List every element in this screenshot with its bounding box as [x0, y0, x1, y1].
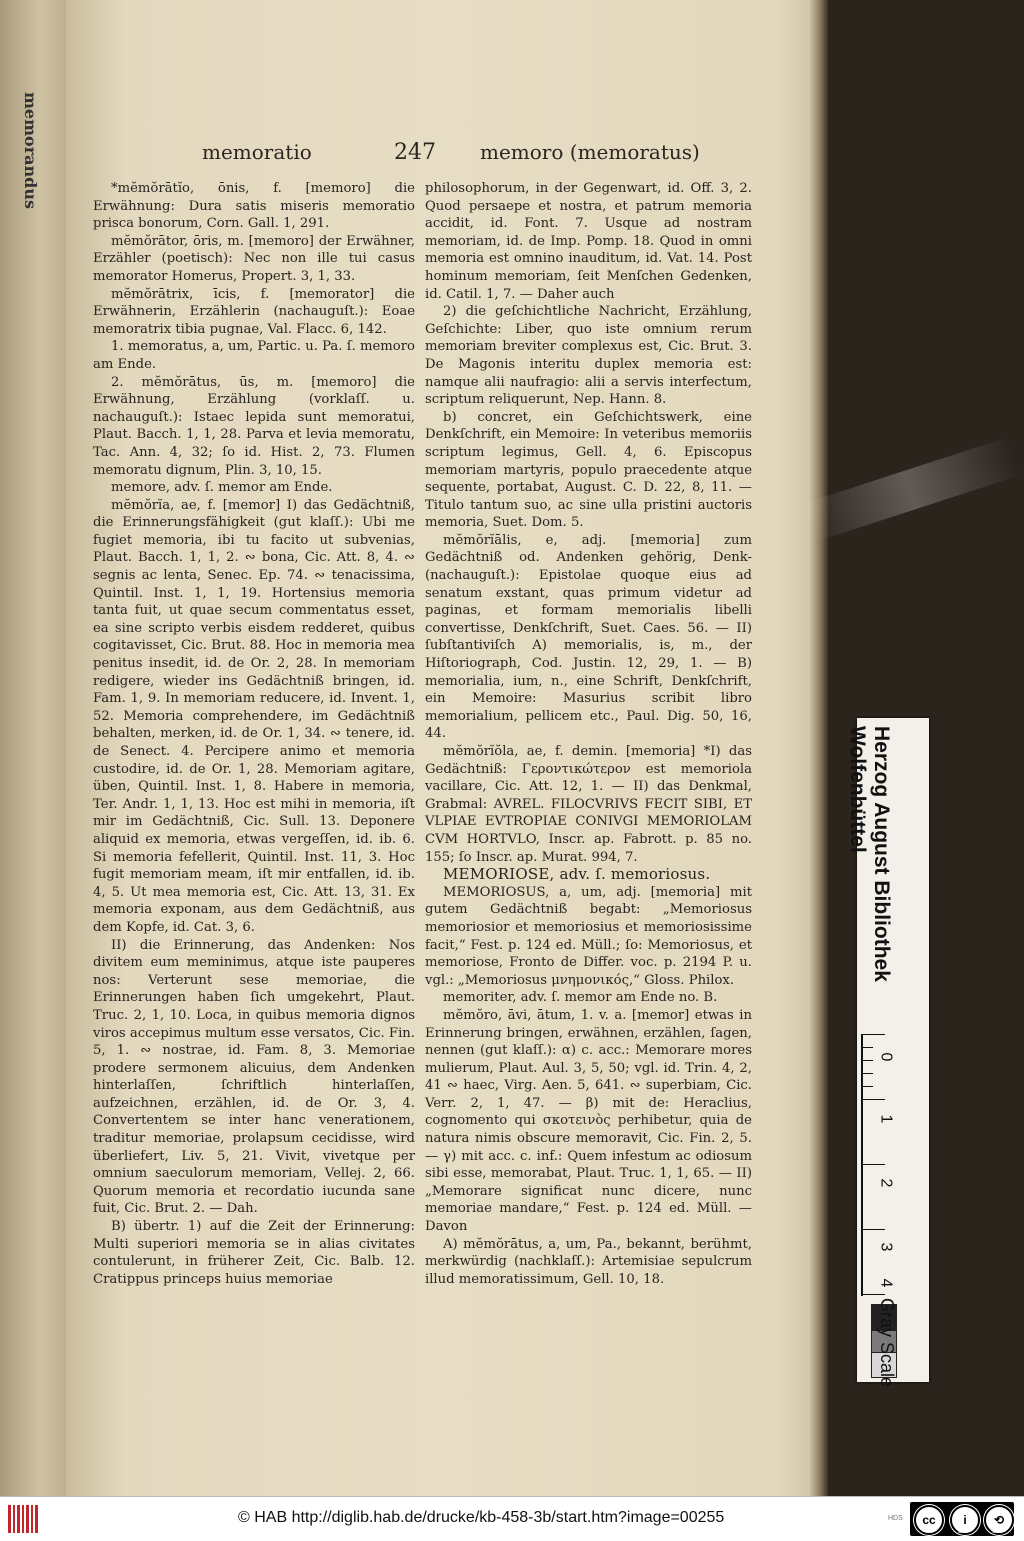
cc-license-badge[interactable] — [910, 1502, 1014, 1536]
ruler-tick — [863, 1164, 885, 1165]
ruler-tick — [863, 1229, 885, 1230]
footer-tag: HDS — [888, 1515, 903, 1522]
previous-page-title: memorandus — [21, 92, 40, 209]
dictionary-entry: mĕmŏro, āvi, ātum, 1. v. a. [memor] etwas in Erinnerung bringen, erwähnen, erzählen, ſagen, nennen (gut klaſſ.): α) c. acc.: Memorare mores mulierum, Plaut. Aul. 3, 5, 50; vgl. id. Trin. 4, 2, 41 ∾ haec, Virg. Aen. 5, 641. ∾ superbiam, Cic. Verr. 2, 1, 47. — β) mit de: Heraclius, cognomento qui σκοτεινὸς perhibetur, quia de natura nimis obscure memoravit, Cic. Fin. 2, 5. — γ) mit acc. c. inf.: Quem infestum ac odiosum sibi esse, memorabat, Plaut. Truc. 1, 1, 65. — II) „Memorare significat nunc dicere, nunc memoriae mandare,“ Fest. p. 124 ed. Müll. — Davon — [425, 1007, 752, 1235]
dictionary-entry: B) übertr. 1) auf die Zeit der Erinnerung: Multi superiori memoria se in alias civitates contulerunt, in früherer Zeit, Cic. Balb. 12. Cratippus princeps huius memoriae — [93, 1219, 415, 1287]
dictionary-entry: A) mĕmŏrātus, a, um, Pa., bekannt, berühmt, merkwürdig (nachklaſſ.): Artemisiae sepulcrum illud memoratissimum, Gell. 10, 18. — [425, 1236, 752, 1287]
share-alike-icon: ⟲ — [984, 1505, 1014, 1535]
ruler — [861, 1034, 895, 1296]
ruler-number: 2 — [877, 1178, 895, 1188]
dictionary-entry: b) concret, ein Geſchichtswerk, eine Denkſchrift, ein Memoire: In veteribus memoriis scriptum legimus, Gell. 4, 6. Episcopus memoriam martyris, populo praecedente atque sequente, portabat, August. C. D. 22, 8, 11. — Titulo tantum suo, ac sine ulla pristini auctoris memoria, Suet. Dom. 5. — [425, 409, 752, 531]
dictionary-entry: 1. memoratus, a, um, Partic. u. Pa. ſ. memoro am Ende. — [93, 339, 415, 372]
ruler-tick-minor — [863, 1073, 873, 1074]
ruler-number: 4 — [877, 1278, 895, 1288]
dictionary-entry: mĕmŏrĭŏla, ae, f. demin. [memoria] *I) das Gedächtniß: Γεροντικώτερον est memoriola vacillare, Cic. Att. 12, 1. — II) das Denkmal, Grabmal: AVREL. FILOCVRIVS FECIT SIBI, ET VLPIAE EVTROPIAE CONIVGI MEMORIOLAM CVM HORTVLO, Inscr. ap. Fabrott. p. 85 no. 155; ſo Inscr. ap. Murat. 994, 7. — [425, 744, 752, 865]
dictionary-entry: mĕmŏrĭa, ae, f. [memor] I) das Gedächtniß, die Erinnerungsfähigkeit (gut klaſſ.): Ubi me fugiet memoria, ibi tu facito ut subvenias, Plaut. Bacch. 1, 1, 2. ∾ bona, Cic. Att. 8, 4. ∾ segnis ac lenta, Senec. Ep. 74. ∾ tenacissima, Quintil. Inst. 1, 1, 19. Hortensius memoria tanta fuit, ut quae secum commentatus esset, ea sine scripto verbis eisdem redderet, quibus cogitavisset, Cic. Brut. 88. Hoc in memoria mea penitus insedit, id. de Or. 2, 28. In memoriam redigere, wieder ins Gedächtniß bringen, id. Fam. 1, 9. In memoriam reducere, id. Invent. 1, 52. Memoria comprehendere, im Gedächtniß behalten, merken, id. de Or. 1, 34. ∾ tenere, id. de Senect. 4. Percipere animo et memoria custodire, id. de Or. 1, 28. Memoriam agitare, üben, Quintil. Inst. 1, 8. Habere in memoria, Ter. Andr. 1, 1, 13. Hoc est mihi in memoria, iſt mir im Gedächtniß, Cic. Sull. 13. Deponere aliquid ex memoria, etwas vergeſſen, id. ib. 6. Si memoria fefellerit, Quintil. Inst. 11, 3. Hoc fugit memoriam meam, iſt mir entfallen, id. ib. 4, 5. Ut mea memoria est, Cic. Att. 13, 31. Ex memoria exponam, aus dem Gedächtniß, aus dem Kopfe, id. Cat. 3, 6. — [93, 497, 415, 935]
ruler-tick-minor — [863, 1060, 873, 1061]
page-number: 247 — [394, 140, 436, 165]
dictionary-entry: 2. mĕmŏrātus, ūs, m. [memoro] die Erwähnung, Erzählung (vorklaſſ. u. nachauguſt.): Istaec lepida sunt memoratui, Plaut. Bacch. 1, 1, 28. Parva et levia memoratu, Tac. Ann. 4, 32; ſo id. Hist. 2, 73. Flumen memoratu dignum, Plin. 3, 10, 15. — [93, 374, 415, 478]
dictionary-entry: 2) die geſchichtliche Nachricht, Erzählung, Geſchichte: Liber, quo iste omnium rerum memoriam breviter complexus est, Cic. Brut. 3. De Magonis interitu duplex memoria est: namque alii naufragio: alii a servis interfectum, scriptum reliquerunt, Nep. Hann. 8. — [425, 304, 752, 408]
dictionary-entry: philosophorum, in der Gegenwart, id. Off. 3, 2. Quod persaepe et nostra, et patrum memoria accidit, id. Font. 7. Usque ad nostram memoriam, id. de Imp. Pomp. 18. Quod in omni memoria est omnino inauditum, id. Vat. 14. Post hominum memoriam, ſeit Menſchen Gedenken, id. Catil. 1, 7. — Daher auch — [425, 181, 752, 302]
dictionary-entry: memore, adv. ſ. memor am Ende. — [111, 480, 333, 496]
right-text-column — [425, 180, 752, 1288]
dictionary-entry: II) die Erinnerung, das Andenken: Nos divitem eum meminimus, atque iste pauperes nos: Verterunt sese memoriae, die Erinnerungen haben ſich umgekehrt, Plaut. Truc. 2, 1, 10. Loca, in quibus memoria dignos viros accepimus multum esse versatos, Cic. Fin. 5, 1. ∾ nostrae, id. Fam. 8, 3. Memoriae prodere sermonem alicuius, dem Andenken hinterlaſſen, ſchriftlich hinterlaſſen, aufzeichnen, erzählen, id. de Or. 3, 4. Convertentem se inter hanc venerationem, traditur memoriae, prolapsum cecidisse, wird überliefert, Liv. 5, 21. Vivit, vivetque per omnium saeculorum memoriam, Vellej. 2, 66. Quorum memoria et recordatio iucunda sane fuit, Cic. Brut. 2. — Dah. — [93, 937, 415, 1217]
ruler-number: 1 — [877, 1114, 895, 1124]
ruler-tick — [863, 1034, 885, 1035]
glass-glare — [799, 437, 1021, 543]
calibration-strip: Herzog August Bibliothek Wolfenbüttel 0 1 2 3 4 Gray Scale — [857, 718, 929, 1382]
dictionary-entry: *mĕmŏrātĭo, ōnis, f. [memoro] die Erwähnung: Dura satis miseris memoratio prisca bonorum, Corn. Gall. 1, 291. — [93, 181, 415, 232]
ruler-tick-minor — [863, 1047, 873, 1048]
cc-icon: cc — [914, 1505, 944, 1535]
attribution-icon: i — [950, 1505, 980, 1535]
footer-bar — [0, 1496, 1024, 1541]
left-text-column — [93, 180, 415, 1288]
ruler-number: 3 — [877, 1242, 895, 1252]
ruler-number: 0 — [877, 1052, 895, 1062]
previous-page-edge — [0, 0, 66, 1496]
dictionary-entry: mĕmŏrātrix, īcis, f. [memorator] die Erwähnerin, Erzählerin (nachauguſt.): Eoae memoratrix tibia pugnae, Val. Flacc. 6, 142. — [93, 286, 415, 337]
sa-label: SA — [992, 1528, 1002, 1535]
dictionary-entry: mĕmŏrĭālis, e, adj. [memoria] zum Gedächtniß od. Andenken gehörig, Denk- (nachauguſt.): Epistolae quoque eius ad senatum exstant, quas primum videtur ad paginas, et formam memorialis libelli convertisse, Denkſchrift, Suet. Caes. 56. — II) ſubſtantiviſch A) memorialis, is, m., der Hiſtoriograph, Cod. Justin. 12, 29, 1. — B) memorialia, ium, n., eine Schrift, Denkſchrift, ein Memoire: Masurius scribit libro memorialium, pellicem etc., Paul. Dig. 50, 16, 44. — [425, 532, 752, 742]
dictionary-entry: memoriter, adv. ſ. memor am Ende no. B. — [443, 990, 718, 1006]
ruler-tick — [863, 1294, 885, 1295]
dictionary-entry: MEMORIOSE, adv. ſ. memoriosus. — [443, 865, 711, 884]
by-label: BY — [958, 1528, 968, 1535]
hab-logo-icon — [8, 1503, 38, 1535]
copyright-url[interactable]: © HAB http://diglib.hab.de/drucke/kb-458-3b/start.htm?image=00255 — [238, 1509, 725, 1526]
gray-scale-label: Gray Scale — [877, 1298, 897, 1388]
ruler-tick — [863, 1099, 885, 1100]
running-head-right: memoro (memoratus) — [480, 140, 700, 164]
dictionary-entry: MEMORIOSUS, a, um, adj. [memoria] mit gutem Gedächtniß begabt: „Memoriosus memoriosior et memoriosius et memoriosissime facit,“ Fest. p. 124 ed. Müll.; ſo: Memoriosus, et memoriose, Fronto de Differ. voc. p. 2194 P. u. vgl.: „Memoriosus μνημονικός,“ Gloss. Philox. — [425, 884, 752, 988]
page-shadow — [808, 0, 828, 1496]
dictionary-entry: mĕmŏrātor, ōris, m. [memoro] der Erwähner, Erzähler (poetisch): Nec non ille tui casus memorator Homerus, Propert. 3, 1, 33. — [93, 233, 415, 284]
ruler-tick-minor — [863, 1086, 873, 1087]
running-head-left: memoratio — [202, 140, 312, 164]
